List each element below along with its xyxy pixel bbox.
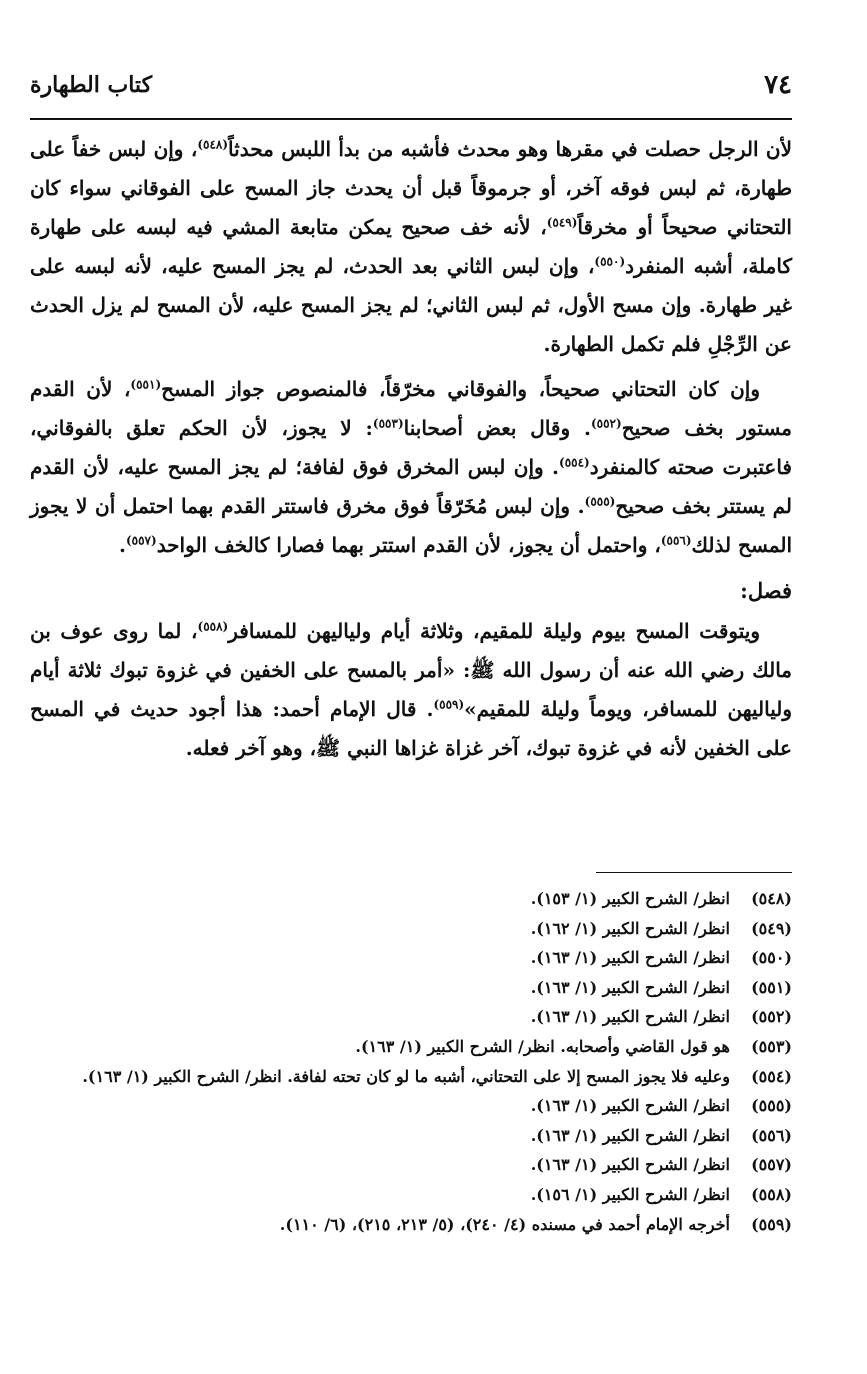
footnote-item [22, 1210, 792, 1240]
footnote-text: أخرجه الإمام أحمد في مسنده (٤/ ٢٤٠)، (٥/ ٢١٣، ٢١٥)، (٦/ ١١٠). [279, 1214, 730, 1234]
footnote-number: (٥٥٤) [751, 1066, 792, 1086]
footnote-marker: (٥٥٠) [594, 254, 626, 269]
footnote-number: (٥٤٨) [751, 889, 792, 908]
footnote-marker: (٥٥٨) [197, 619, 229, 634]
footnote-text: انظر/ الشرح الكبير (١/ ١٦٣). [530, 977, 730, 997]
header-rule [30, 118, 792, 120]
footnote-item [22, 1150, 792, 1180]
footnote-number: (٥٥٨) [751, 1184, 792, 1204]
footnote-marker: (٥٤٨) [197, 137, 229, 152]
footnote-item [22, 1062, 792, 1092]
text-run: ويتوقت المسح بيوم وليلة للمقيم، وثلاثة أيام ولياليهن للمسافر [228, 619, 760, 643]
text-run: . وقال بعض أصحابنا [403, 416, 591, 440]
footnote-number: (٥٥٧) [751, 1155, 792, 1175]
footnote-item [22, 1032, 792, 1062]
section-heading: فصل: [740, 578, 792, 603]
text-run: ، واحتمل أن يجوز، لأن القدم استتر بهما فصارا كالخف الواحد [156, 533, 661, 557]
footnote-text: انظر/ الشرح الكبير (١/ ١٥٦). [530, 1184, 730, 1204]
footnote-text: انظر/ الشرح الكبير (١/ ١٥٣). [530, 889, 730, 908]
footnote-marker: (٥٤٩) [546, 215, 578, 230]
text-run: ، لما روى عوف بن مالك رضي الله عنه أن رسول الله ﷺ: «أمر بالمسح على الخفين في غزوة تبوك ثلاثة أيام ولياليهن للمسافر، ويوماً وليلة للمقيم» [30, 619, 793, 721]
footnote-number: (٥٥٦) [751, 1125, 792, 1145]
footnote-number: (٥٥٥) [751, 1096, 792, 1116]
footnote-item [22, 1091, 792, 1121]
footnote-marker: (٥٥٢) [590, 416, 622, 431]
footnote-number: (٥٥٩) [751, 1214, 792, 1234]
footnote-item [22, 1002, 792, 1032]
footnote-number: (٥٥٣) [751, 1036, 792, 1056]
footnote-text: انظر/ الشرح الكبير (١/ ١٦٣). [530, 1155, 730, 1175]
text-run: : لا يجوز، لأن الحكم تعلق بالفوقاني، فاعتبرت صحته كالمنفرد [30, 416, 792, 479]
footnote-text: انظر/ الشرح الكبير (١/ ١٦٣). [530, 1096, 730, 1116]
footnote-marker: (٥٥٣) [372, 416, 404, 431]
text-run: ، لأن القدم مستور بخف صحيح [30, 377, 792, 440]
footnote-item [22, 1180, 792, 1210]
footnote-marker: (٥٥٦) [660, 533, 692, 548]
text-run: . [119, 533, 126, 557]
footnote-text: انظر/ الشرح الكبير (١/ ١٦٣). [530, 1125, 730, 1145]
text-run: ، وإن لبس خفاً على طهارة، ثم لبس فوقه آخر، أو جرموقاً قبل أن يحدث جاز المسح على الفوقاني سواء كان التحتاني صحيحاً أو مخرقاً [30, 137, 792, 239]
paragraph [30, 370, 792, 565]
footnote-item [22, 1121, 792, 1151]
footnote-item [22, 973, 792, 1003]
text-run: ، لأنه خف صحيح يمكن متابعة المشي فيه لبسه على طهارة كاملة، أشبه المنفرد [30, 215, 792, 278]
text-run: . قال الإمام أحمد: هذا أجود حديث في المسح على الخفين لأنه في غزوة تبوك، آخر غزاة غزاها النبي ﷺ، وهو آخر فعله. [30, 697, 792, 760]
footnote-text: انظر/ الشرح الكبير (١/ ١٦٣). [530, 948, 730, 968]
footnote-text: وعليه فلا يجوز المسح إلا على التحتاني، أشبه ما لو كان تحته لفافة. انظر/ الشرح الكبير (١/ ١٦٣). [82, 1066, 730, 1086]
footnotes-list [22, 884, 792, 1239]
footnote-rule [596, 872, 792, 873]
footnote-marker: (٥٥١) [130, 377, 162, 392]
paragraph [30, 130, 792, 364]
footnote-number: (٥٤٩) [751, 918, 792, 938]
page-number: ٧٤ [764, 70, 792, 100]
footnote-text: انظر/ الشرح الكبير (١/ ١٦٢). [530, 918, 730, 938]
footnote-marker: (٥٥٥) [584, 494, 616, 509]
footnote-text: هو قول القاضي وأصحابه. انظر/ الشرح الكبير (١/ ١٦٣). [355, 1036, 730, 1056]
footnote-item [22, 943, 792, 973]
footnote-item [22, 884, 792, 914]
footnote-marker: (٥٥٩) [433, 697, 465, 712]
footnote-item [22, 914, 792, 944]
text-run: ، وإن لبس الثاني بعد الحدث، لم يجز المسح عليه، لأنه لبسه على غير طهارة. وإن مسح الأول، ثم لبس الثاني؛ لم يجز المسح عليه، لأن المسح لم يزل الحدث عن الرِّجْلِ فلم تكمل الطهارة. [30, 254, 792, 356]
footnote-number: (٥٥٠) [751, 948, 792, 968]
paragraph [30, 612, 792, 768]
page-header [30, 62, 792, 106]
footnote-marker: (٥٥٤) [559, 455, 590, 470]
footnote-number: (٥٥١) [751, 977, 792, 997]
footnote-number: (٥٥٢) [751, 1007, 792, 1027]
main-text [30, 130, 792, 774]
footnote-marker: (٥٥٧) [125, 533, 157, 548]
text-run: . وإن لبس مُخَرّقاً فوق مخرق فاستتر القدم بهما احتمل أن لا يجوز المسح لذلك [30, 494, 792, 557]
text-run: . وإن لبس المخرق فوق لفافة؛ لم يجز المسح عليه، لأن القدم لم يستتر بخف صحيح [30, 455, 792, 518]
running-title: كتاب الطهارة [30, 72, 153, 98]
footnote-text: انظر/ الشرح الكبير (١/ ١٦٣). [530, 1007, 730, 1027]
text-run: لأن الرجل حصلت في مقرها وهو محدث فأشبه من بدأ اللبس محدثاً [228, 137, 792, 161]
text-run: وإن كان التحتاني صحيحاً، والفوقاني مخرّقاً، فالمنصوص جواز المسح [161, 377, 760, 401]
